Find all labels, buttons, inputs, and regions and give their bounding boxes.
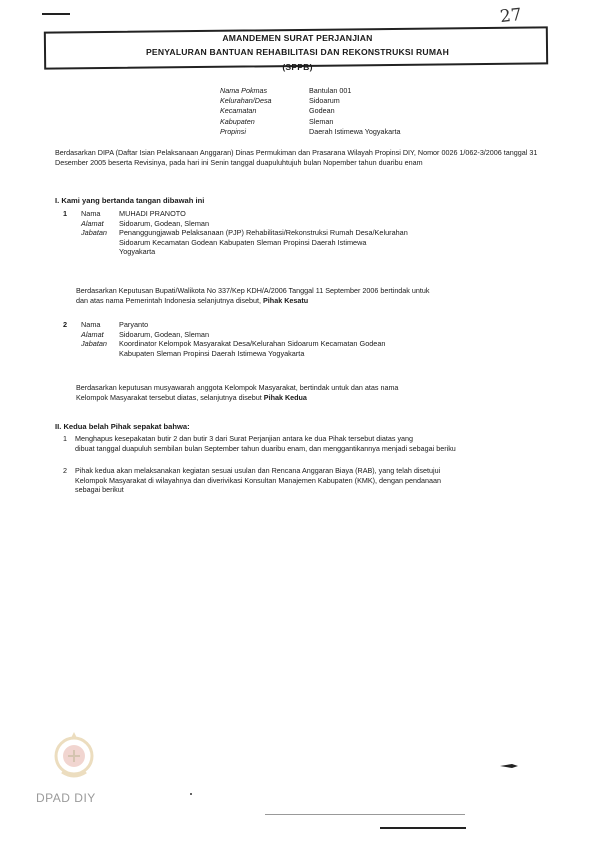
corner-mark — [42, 13, 70, 15]
archive-seal-icon — [48, 728, 100, 782]
agreement-line: Kelompok Masyarakat di wilayahnya dan diverivikasi Konsultan Manajemen Kabupaten (KMK), dengan pendanaan — [75, 475, 441, 485]
arrow-mark-icon — [500, 762, 518, 770]
scan-line — [265, 814, 465, 815]
info-row — [220, 117, 401, 127]
position-line: Kabupaten Sleman Propinsi Daerah Istimewa Yogyakarta — [119, 348, 305, 358]
party-1-name: MUHADI PRANOTO — [119, 209, 186, 218]
archive-watermark-label: DPAD DIY — [36, 791, 96, 805]
agreement-line: dibuat tanggal duapuluh sembilan bulan September tahun duaribu enam, dan menggantikannya menjadi sebagai beriku — [75, 443, 456, 453]
party-label: Nama — [81, 320, 101, 329]
info-label: Kabupaten — [220, 116, 255, 126]
party-1-position-row — [63, 228, 489, 257]
info-row — [220, 96, 401, 106]
intro-paragraph: Berdasarkan DIPA (Daftar Isian Pelaksanaan Anggaran) Dinas Permukiman dan Prasarana Wilayah Propinsi DIY, Nomor 0026 1/062-3/2006 tanggal 31 Desember 2005 beserta Revisinya, pada hari ini Senin tanggal duapuluhtujuh bulan Nopember tahun duaribu enam — [55, 148, 538, 167]
section-1-heading: I. Kami yang bertanda tangan dibawah ini — [55, 196, 205, 205]
agreement-line: sebagai berikut — [75, 485, 124, 495]
party-2-address-row — [63, 330, 489, 340]
info-label: Propinsi — [220, 126, 246, 136]
basis-text: dan atas nama Pemerintah Indonesia selanjutnya disebut, — [76, 295, 262, 305]
page-number: 27 — [499, 4, 523, 28]
info-label: Kecamatan — [220, 106, 257, 116]
info-row — [220, 106, 401, 116]
party-number: 1 — [63, 209, 68, 218]
pihak-kesatu-label: Pihak Kesatu — [263, 295, 309, 305]
agreement-text — [75, 434, 565, 453]
info-value: Sleman — [309, 116, 334, 126]
info-row — [220, 127, 401, 137]
basis-line: Berdasarkan Keputusan Bupati/Walikota No 337/Kep KDH/A/2006 Tanggal 11 September 2006 bertindak untuk — [76, 286, 430, 295]
agreement-row — [63, 434, 565, 453]
party-2-position-row — [63, 339, 489, 358]
basis-line-2 — [76, 296, 546, 306]
position-line: Yogyakarta — [119, 247, 156, 257]
party-2-basis — [76, 383, 546, 402]
party-2-name: Paryanto — [119, 320, 149, 329]
position-line: Koordinator Kelompok Masyarakat Desa/Kelurahan Sidoarum Kecamatan Godean — [119, 339, 386, 349]
party-1 — [63, 209, 489, 257]
agreement-line: Menghapus kesepakatan butir 2 dan butir 3 dari Surat Perjanjian antara ke dua Pihak tersebut diatas yang — [75, 434, 414, 443]
section-2-heading: II. Kedua belah Pihak sepakat bahwa: — [55, 422, 190, 431]
party-1-basis — [76, 286, 546, 305]
info-row — [220, 86, 401, 96]
title-line-2: PENYALURAN BANTUAN REHABILITASI DAN REKONSTRUKSI RUMAH — [146, 47, 449, 57]
party-2-name-row — [63, 320, 489, 330]
party-1-position — [119, 228, 489, 257]
party-2-position — [119, 339, 489, 358]
info-value: Godean — [309, 106, 335, 116]
agreement-number: 1 — [63, 434, 67, 443]
title-line-1: AMANDEMEN SURAT PERJANJIAN — [222, 33, 373, 43]
position-line: Penanggungjawab Pelaksanaan (PJP) Rehabilitasi/Rekonstruksi Rumah Desa/Kelurahan — [119, 228, 408, 238]
spacer — [63, 330, 81, 340]
agreement-text — [75, 466, 565, 495]
agreement-item-2 — [63, 466, 565, 495]
party-1-address-row — [63, 219, 489, 229]
agreement-line: Pihak kedua akan melaksanakan kegiatan sesuai usulan dan Rencana Anggaran Biaya (RAB), yang telah disetujui — [75, 466, 441, 475]
position-line: Sidoarum Kecamatan Godean Kabupaten Sleman Propinsi Daerah Istimewa — [119, 237, 367, 247]
agreement-number: 2 — [63, 466, 67, 475]
spacer — [63, 219, 81, 229]
party-label: Jabatan — [81, 228, 107, 238]
party-label: Alamat — [81, 329, 104, 339]
basis-line-2 — [76, 393, 546, 403]
party-1-name-row — [63, 209, 489, 219]
party-label: Nama — [81, 209, 101, 218]
info-label: Kelurahan/Desa — [220, 96, 272, 106]
party-2-address: Sidoarum, Godean, Sleman — [119, 329, 210, 339]
info-value: Bantulan 001 — [309, 86, 352, 95]
party-number: 2 — [63, 320, 68, 329]
scan-line — [380, 827, 466, 829]
party-2 — [63, 320, 489, 358]
basis-line: Berdasarkan keputusan musyawarah anggota Kelompok Masyarakat, bertindak untuk dan atas nama — [76, 383, 399, 392]
agreement-item-1 — [63, 434, 565, 453]
party-1-address: Sidoarum, Godean, Sleman — [119, 218, 210, 228]
pihak-kedua-label: Pihak Kedua — [263, 392, 307, 402]
info-value: Daerah Istimewa Yogyakarta — [309, 126, 401, 136]
spacer — [63, 228, 81, 257]
speck — [190, 793, 192, 795]
info-value: Sidoarum — [309, 96, 340, 106]
info-label: Nama Pokmas — [220, 86, 268, 95]
party-label: Alamat — [81, 218, 104, 228]
title-line-3: (SPPB) — [282, 62, 313, 72]
agreement-row — [63, 466, 565, 495]
basis-text: Kelompok Masyarakat tersebut diatas, selanjutnya disebut — [76, 392, 262, 402]
party-label: Jabatan — [81, 339, 107, 349]
spacer — [63, 339, 81, 358]
info-block — [220, 86, 401, 137]
